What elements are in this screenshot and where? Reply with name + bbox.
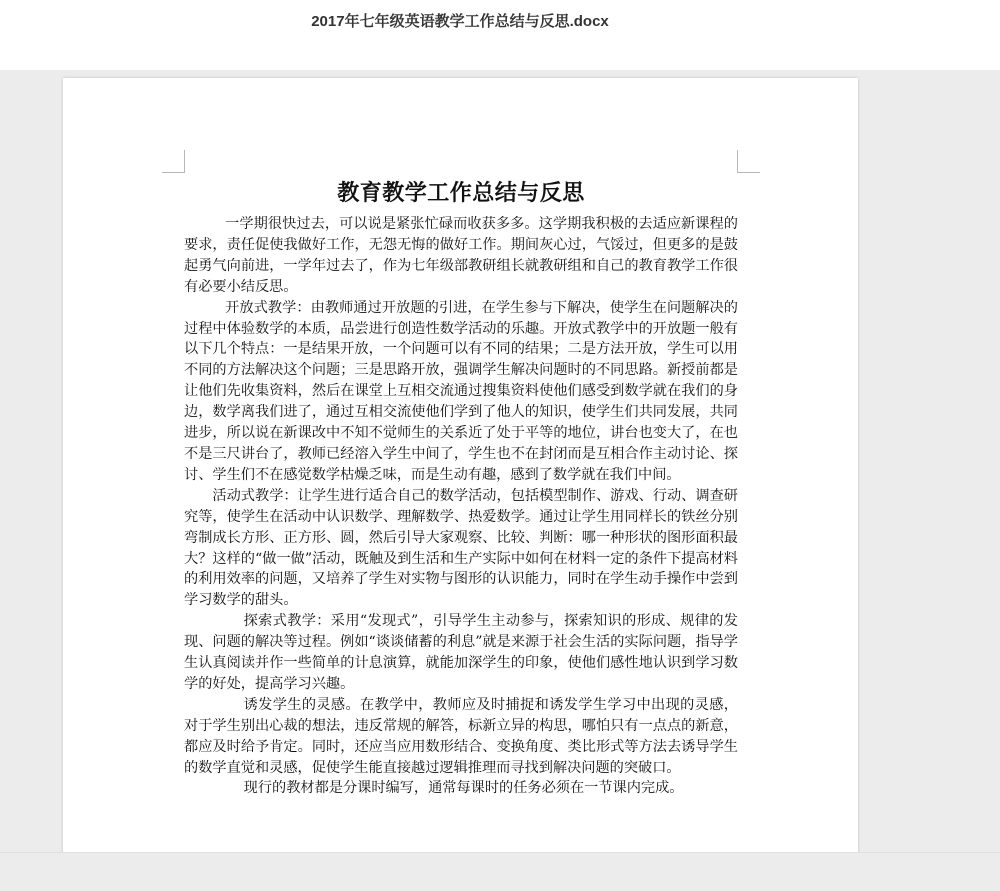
document-page — [63, 78, 858, 852]
paragraph-activity-teaching: 活动式教学：让学生进行适合自己的数学活动，包括模型制作、游戏、行动、调查研究等，使学生在活动中认识数学、理解数学、热爱数学。通过让学生用同样长的铁丝分别弯制成长方形、正方形、圆，然后引导大家观察、比较、判断：哪一种形状的图形面积最大？这样的“做一做”活动，既触及到生活和生产实际中如何在材料一定的条件下提高材料的利用效率的问题，又培养了学生对实物与图形的认识能力，同时在学生动手操作中尝到学习数学的甜头。 — [184, 487, 738, 609]
page-content — [184, 178, 738, 799]
bottom-bar — [0, 852, 1000, 891]
title-bar — [0, 0, 1000, 70]
document-filename: 2017年七年级英语教学工作总结与反思.docx — [311, 13, 609, 30]
document-heading: 教育教学工作总结与反思 — [337, 180, 585, 206]
paragraph-intro: 一学期很快过去，可以说是紧张忙碌而收获多多。这学期我积极的去适应新课程的要求，责任促使我做好工作，无怨无悔的做好工作。期间灰心过，气馁过，但更多的是鼓起勇气向前进，一学年过去了，作为七年级部教研组长就教研组和自己的教育教学工作很有必要小结反思。 — [184, 216, 738, 295]
paragraph-open-teaching: 开放式教学：由教师通过开放题的引进，在学生参与下解决，使学生在问题解决的过程中体验数学的本质，品尝进行创造性数学活动的乐趣。开放式教学中的开放题一般有以下几个特点：一是结果开放，一个问题可以有不同的结果；二是方法开放，学生可以用不同的方法解决这个问题；三是思路开放，强调学生解决问题时的不同思路。新授前都是让他们先收集资料，然后在课堂上互相交流通过搜集资料使他们感受到数学就在我们的身边，数学离我们进了，通过互相交流使他们学到了他人的知识，使学生们共同发展，共同进步，所以说在新课改中不知不觉师生的关系近了处于平等的地位，讲台也变大了，在也不是三尺讲台了，教师已经溶入学生中间了，学生也不在封闭而是互相合作主动讨论、探讨、学生们不在感觉数学枯燥乏味，而是生动有趣，感到了数学就在我们中间。 — [184, 299, 738, 483]
document-viewer[interactable] — [0, 70, 1000, 852]
paragraph-inspiration: 诱发学生的灵感。在教学中，教师应及时捕捉和诱发学生学习中出现的灵感，对于学生别出心裁的想法，违反常规的解答，标新立异的构思，哪怕只有一点点的新意，都应及时给予肯定。同时，还应当应用数形结合、变换角度、类比形式等方法去诱导学生的数学直觉和灵感，促使学生能直接越过逻辑推理而寻找到解决问题的突破口。 — [184, 696, 738, 776]
margin-corner-top-right — [737, 150, 760, 173]
paragraph-exploratory-teaching: 探索式教学：采用“发现式”，引导学生主动参与，探索知识的形成、规律的发现、问题的解决等过程。例如“谈谈储蓄的利息”就是来源于社会生活的实际问题，指导学生认真阅读并作一些简单的计息演算，就能加深学生的印象，使他们感性地认识到学习数学的好处，提高学习兴趣。 — [184, 613, 738, 692]
paragraph-textbook: 现行的教材都是分课时编写，通常每课时的任务必须在一节课内完成。 — [243, 780, 684, 797]
margin-corner-top-left — [162, 150, 185, 173]
